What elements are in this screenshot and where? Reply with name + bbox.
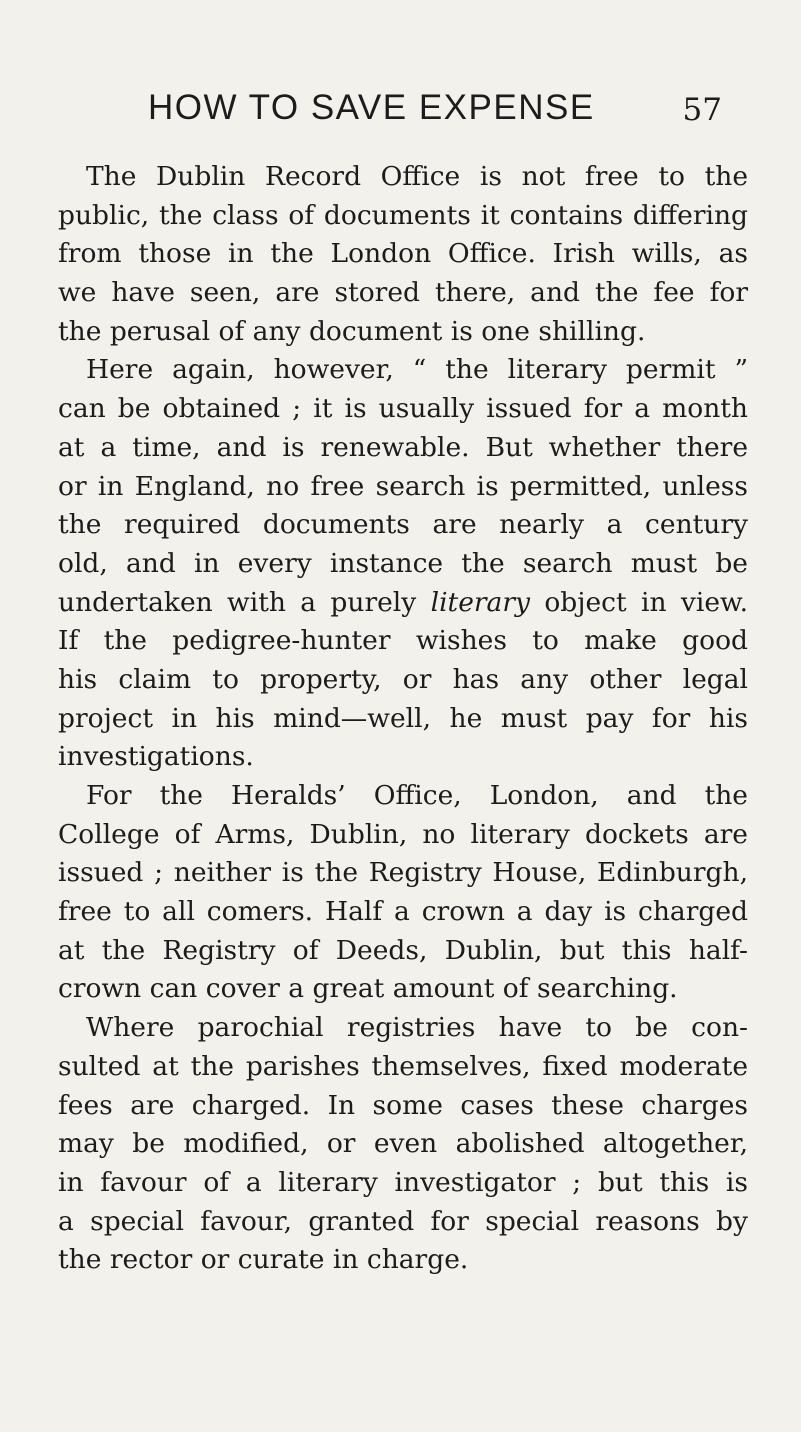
text-line: in favour of a literary investigator ; but this is — [58, 1166, 748, 1198]
text-line: from those in the London Office. Irish wills, as — [58, 238, 748, 270]
running-title: HOW TO SAVE EXPENSE — [148, 88, 595, 127]
text-segment: undertaken with a purely — [58, 586, 431, 618]
text-line: the required documents are nearly a century — [58, 509, 748, 541]
text-line: old, and in every instance the search must be — [58, 547, 748, 579]
emphasis-word: literary — [430, 586, 530, 618]
text-line: the rector or curate in charge. — [58, 1244, 469, 1276]
text-line: the perusal of any document is one shilling. — [58, 315, 646, 347]
text-segment: object in view. — [530, 586, 748, 618]
text-line: at the Registry of Deeds, Dublin, but this half- — [58, 934, 748, 966]
running-head — [82, 88, 722, 128]
text-line: sulted at the parishes themselves, fixed moderate — [58, 1050, 748, 1082]
text-line: Here again, however, “ the literary permit ” — [86, 354, 748, 386]
text-line: can be obtained ; it is usually issued for a month — [58, 393, 748, 425]
text-line: investigations. — [58, 741, 254, 773]
body-text — [58, 158, 748, 1280]
text-line: at a time, and is renewable. But whether there — [58, 431, 748, 463]
text-line: public, the class of documents it contains differing — [58, 199, 748, 231]
text-line: Where parochial registries have to be con- — [86, 1012, 748, 1044]
text-line: a special favour, granted for special reasons by — [58, 1205, 748, 1237]
text-line: his claim to property, or has any other legal — [58, 663, 748, 695]
text-line: The Dublin Record Office is not free to the — [86, 161, 748, 192]
text-line: or in England, no free search is permitted, unless — [58, 470, 748, 502]
text-line: College of Arms, Dublin, no literary dockets are — [58, 818, 748, 850]
page-number: 57 — [682, 92, 722, 128]
text-line: issued ; neither is the Registry House, Edinburgh, — [58, 857, 748, 889]
text-line: project in his mind—well, he must pay for his — [58, 702, 748, 734]
text-line: free to all comers. Half a crown a day is charged — [58, 896, 748, 928]
text-line: fees are charged. In some cases these charges — [58, 1089, 748, 1121]
text-line: may be modified, or even abolished altogether, — [58, 1128, 748, 1160]
text-line: crown can cover a great amount of searching. — [58, 973, 678, 1005]
text-line: If the pedigree-hunter wishes to make good — [58, 625, 748, 657]
text-line: we have seen, are stored there, and the fee for — [58, 277, 748, 309]
text-line-with-emphasis — [58, 584, 748, 623]
text-line: For the Heralds’ Office, London, and the — [86, 780, 748, 811]
